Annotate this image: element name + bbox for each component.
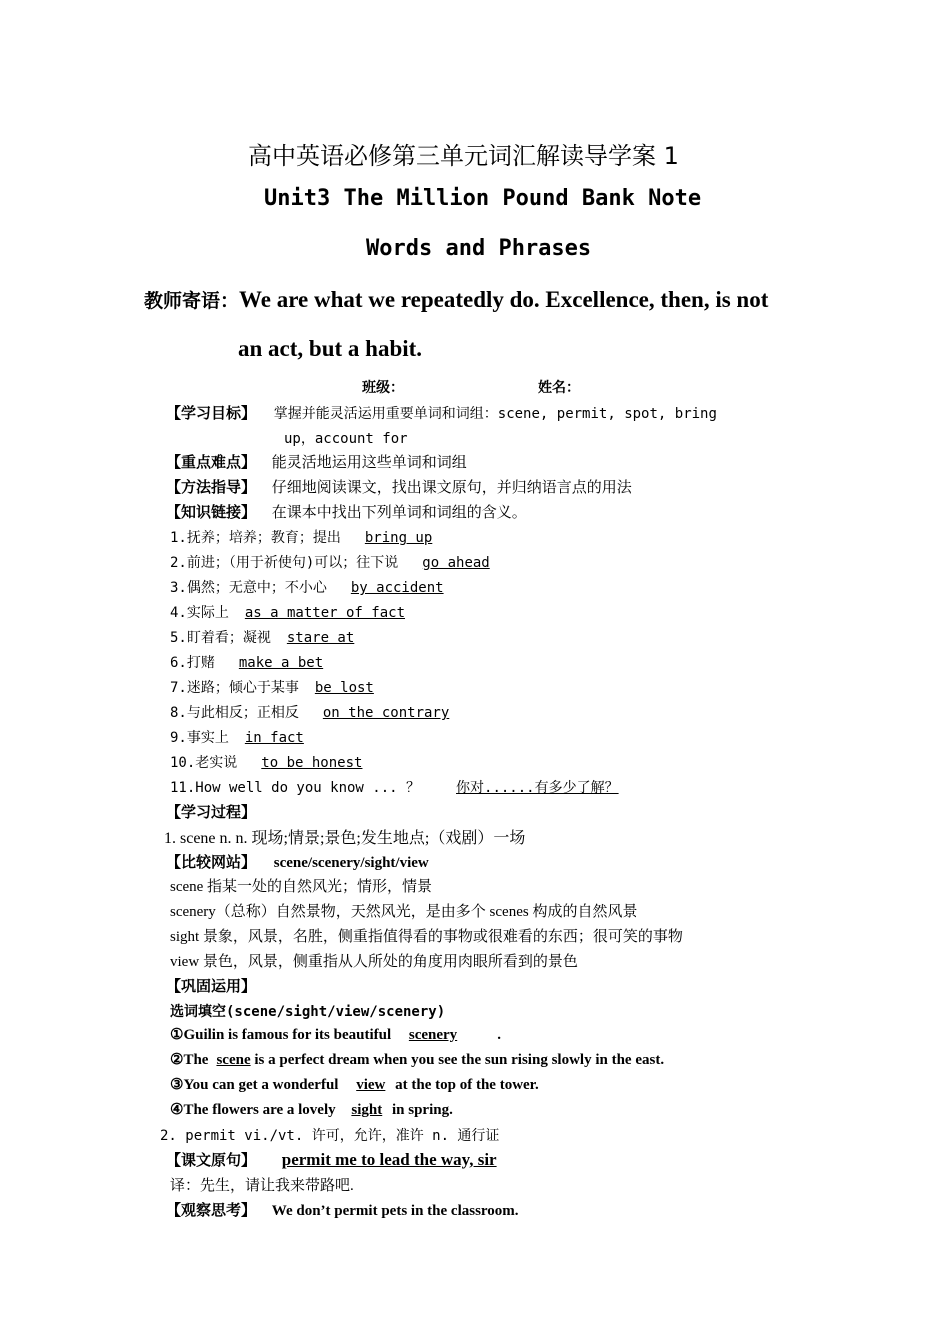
process-label: 【学习过程】 — [166, 803, 257, 821]
page-title: 高中英语必修第三单元词汇解读导学案 1 — [248, 142, 679, 170]
motto-text-1: We are what we repeatedly do. Excellence, then, is not — [239, 287, 769, 312]
original-sentence: permit me to lead the way, sir — [281, 1150, 497, 1169]
method-row — [166, 476, 632, 497]
exercise-3: ③You can get a wonderful view at the top of the tower. — [170, 1077, 539, 1093]
compare-line: scenery（总称）自然景物，天然风光，是由多个 scenes 构成的自然风景 — [170, 904, 638, 920]
vocab-answer: stare at — [286, 630, 355, 646]
exercise-1: ①Guilin is famous for its beautiful scenery . — [170, 1027, 501, 1043]
list-item: 10.老实说 to be honest — [170, 752, 410, 772]
list-item: 1.抚养；培养；教育；提出 bring up — [170, 527, 480, 547]
exercise-answer: scene — [216, 1052, 251, 1068]
exercise-answer: view — [356, 1077, 386, 1093]
vocab-answer: by accident — [350, 580, 444, 596]
vocab-answer: go ahead — [422, 555, 490, 571]
exercise-answer: scenery — [408, 1027, 458, 1043]
compare-row — [166, 851, 429, 872]
objective-row — [166, 402, 717, 423]
vocab-answer: as a matter of fact — [244, 605, 406, 621]
objective-text: 掌握并能灵活运用重要单词和词组：scene, permit, spot, bring — [273, 406, 717, 422]
link-text: 在课本中找出下列单词和词组的含义。 — [271, 503, 527, 521]
original-row — [166, 1149, 519, 1170]
link-row — [166, 501, 527, 522]
list-item: 2.前进；（用于祈使句)可以；往下说 go ahead — [170, 552, 538, 572]
motto-text-2: an act, but a habit. — [238, 336, 423, 361]
objective-text-cont: up，account for — [284, 431, 408, 447]
observe-label: 【观察思考】 — [166, 1201, 257, 1219]
vocab-answer: bring up — [364, 530, 433, 546]
link-label: 【知识链接】 — [166, 503, 257, 521]
list-item: 4.实际上 as a matter of fact — [170, 602, 461, 622]
exercise-4: ④The flowers are a lovely sight in spring. — [170, 1102, 453, 1118]
practice-label: 【巩固运用】 — [166, 977, 257, 995]
teacher-motto — [144, 286, 768, 313]
list-item: 8.与此相反；正相反 on the contrary — [170, 702, 505, 722]
vocab-answer: 你对......有多少了解？ — [456, 780, 619, 796]
name-label: 姓名： — [538, 380, 580, 396]
exercise-2: ②The scene is a perfect dream when you see the sun rising slowly in the east. — [170, 1052, 665, 1068]
motto-label: 教师寄语： — [144, 290, 240, 312]
vocab-answer: make a bet — [238, 655, 324, 671]
class-label: 班级： — [362, 380, 404, 396]
observe-text: We don’t permit pets in the classroom. — [271, 1203, 519, 1219]
list-item: 9.事实上 in fact — [170, 727, 352, 747]
vocab-answer: on the contrary — [322, 705, 450, 721]
observe-row — [166, 1199, 519, 1220]
list-item: 6.打赌 make a bet — [170, 652, 363, 672]
list-item: 3.偶然；无意中；不小心 by accident — [170, 577, 492, 597]
compare-words: scene/scenery/sight/view — [273, 855, 429, 871]
key-text: 能灵活地运用这些单词和词组 — [271, 453, 467, 471]
translation: 译：先生，请让我来带路吧. — [170, 1178, 354, 1194]
compare-label: 【比较网站】 — [166, 853, 257, 871]
exercise-answer: sight — [351, 1102, 383, 1118]
unit-title: Unit3 The Million Pound Bank Note — [264, 186, 702, 211]
permit-heading: 2. permit vi./vt. 许可，允许，准许 n. 通行证 — [160, 1128, 500, 1144]
key-label: 【重点难点】 — [166, 453, 257, 471]
method-label: 【方法指导】 — [166, 478, 257, 496]
vocab-answer: in fact — [244, 730, 304, 746]
list-item: 11.How well do you know ... ？ 你对......有多少了解？ — [170, 777, 659, 797]
section-title: Words and Phrases — [366, 236, 592, 261]
compare-line: sight 景象，风景，名胜，侧重指值得看的事物或很难看的东西；很可笑的事物 — [170, 929, 683, 945]
objective-label: 【学习目标】 — [166, 404, 257, 422]
original-label: 【课文原句】 — [166, 1151, 257, 1169]
scene-heading: 1. scene n. n. 现场;情景;景色;发生地点;（戏剧）一场 — [164, 830, 526, 847]
method-text: 仔细地阅读课文，找出课文原句，并归纳语言点的用法 — [271, 478, 632, 496]
vocab-answer: be lost — [314, 680, 374, 696]
key-row — [166, 451, 467, 472]
fill-instruction: 选词填空(scene/sight/view/scenery) — [170, 1004, 446, 1020]
compare-line: view 景色，风景，侧重指从人所处的角度用肉眼所看到的景色 — [170, 954, 578, 970]
list-item: 5.盯着看；凝视 stare at — [170, 627, 410, 647]
list-item: 7.迷路；倾心于某事 be lost — [170, 677, 422, 697]
vocab-answer: to be honest — [261, 755, 363, 771]
compare-line: scene 指某一处的自然风光；情形，情景 — [170, 879, 433, 895]
